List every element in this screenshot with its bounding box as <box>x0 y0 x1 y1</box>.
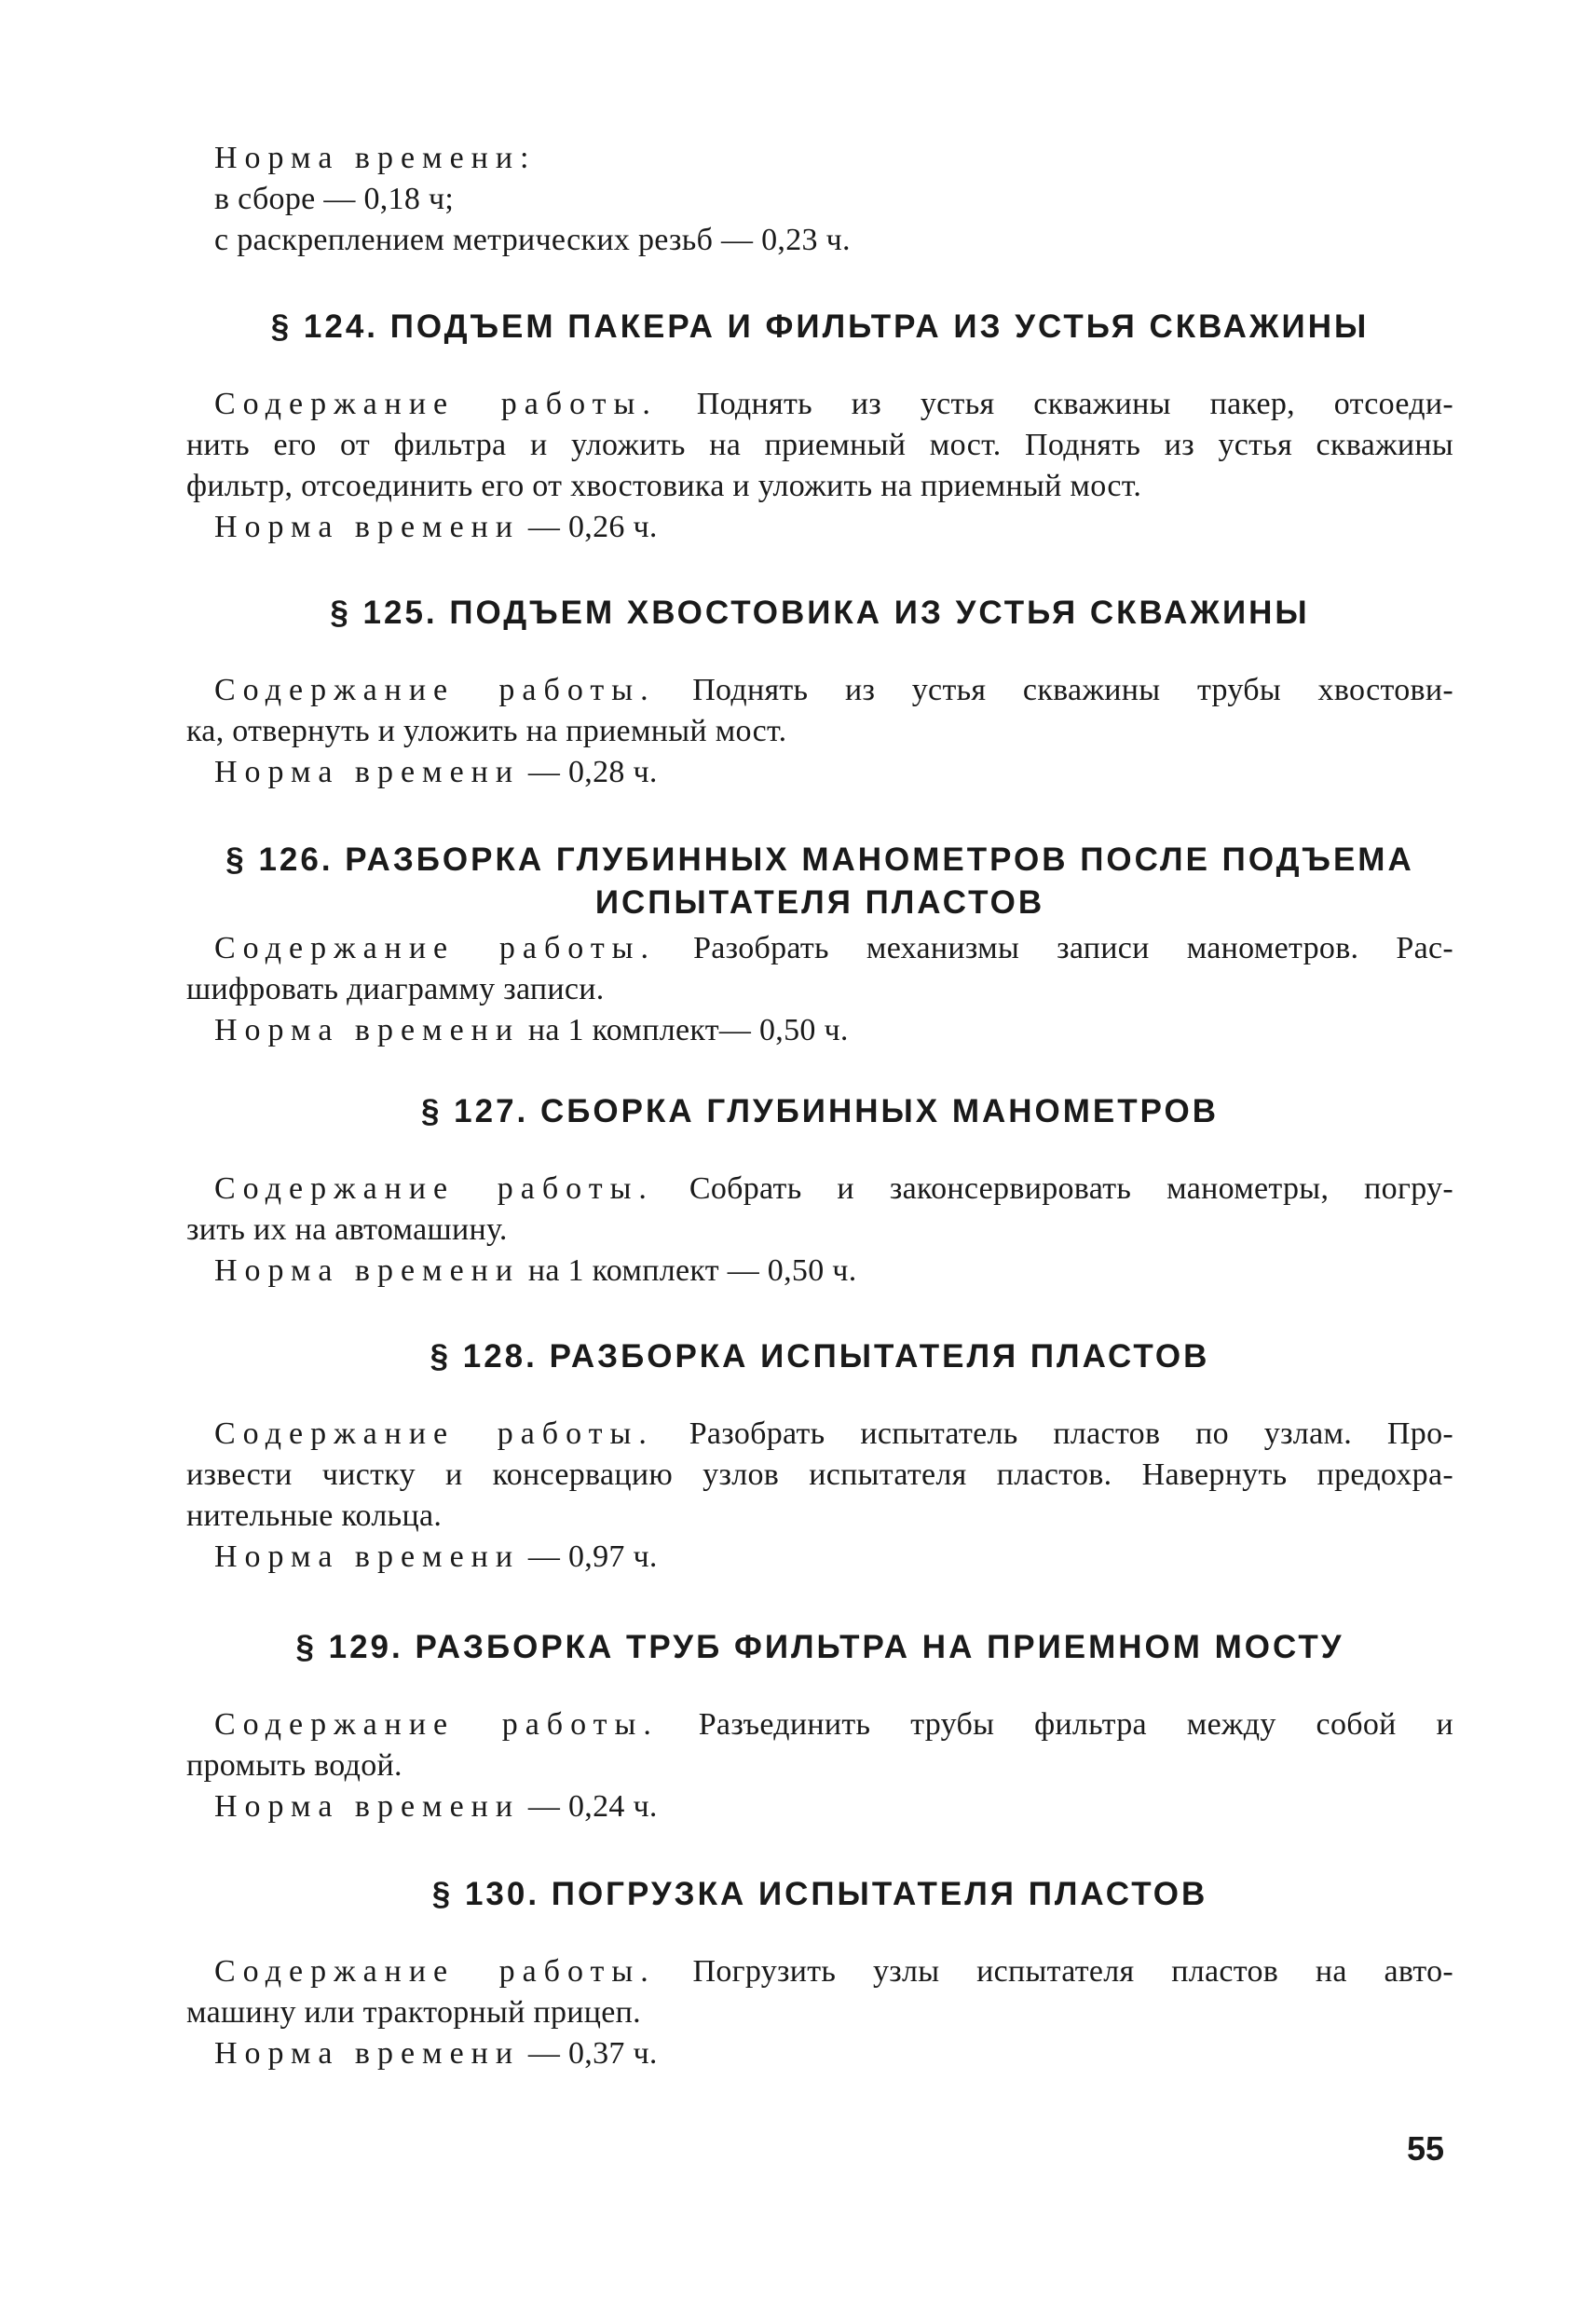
norm-value: — 0,26 ч. <box>527 510 658 544</box>
content-text: Поднять из устья скважины трубы хвостови- <box>692 673 1453 707</box>
norm-label: Норма времени <box>214 1253 521 1288</box>
norm-line <box>186 507 1453 548</box>
paragraph-line: зить их на автомашину. <box>186 1212 508 1247</box>
norm-value: — 0,28 ч. <box>527 755 658 789</box>
norm-value: — 0,97 ч. <box>527 1539 658 1574</box>
norm-line <box>186 1010 1453 1051</box>
norm-label: Норма времени <box>214 510 521 544</box>
section-heading: § 130. ПОГРУЗКА ИСПЫТАТЕЛЯ ПЛАСТОВ <box>431 1876 1208 1912</box>
section-heading: § 128. РАЗБОРКА ИСПЫТАТЕЛЯ ПЛАСТОВ <box>430 1338 1210 1375</box>
content-label: Содержание работы. <box>214 1171 654 1206</box>
paragraph-line: нительные кольца. <box>186 1498 443 1533</box>
paragraph-line <box>186 670 1453 711</box>
paragraph-line: фильтр, отсоединить его от хвостовика и уложить на приемный мост. <box>186 469 1142 503</box>
norm-label: Норма времени <box>214 2036 521 2071</box>
content-label: Содержание работы. <box>214 1416 654 1451</box>
paragraph-line: нить его от фильтра и уложить на приемный мост. Поднять из устья скважины <box>186 428 1453 462</box>
intro-line: в сборе — 0,18 ч; <box>214 182 455 216</box>
paragraph-line <box>186 1414 1453 1455</box>
section-129 <box>186 1626 1453 1827</box>
paragraph-line: промыть водой. <box>186 1748 402 1783</box>
norm-line <box>186 1251 1453 1292</box>
norm-value: на 1 комплект— 0,50 ч. <box>527 1013 849 1047</box>
norm-value: — 0,37 ч. <box>527 2036 658 2071</box>
content-text: Разъединить трубы фильтра между собой и <box>698 1707 1453 1742</box>
section-126 <box>186 839 1453 1051</box>
content-label: Содержание работы. <box>214 1707 659 1742</box>
section-heading: § 125. ПОДЪЕМ ХВОСТОВИКА ИЗ УСТЬЯ СКВАЖИНЫ <box>330 595 1310 631</box>
intro-block <box>186 138 1453 261</box>
section-heading: § 124. ПОДЪЕМ ПАКЕРА И ФИЛЬТРА ИЗ УСТЬЯ СКВАЖИНЫ <box>270 308 1370 345</box>
intro-norm-label: Норма времени: <box>214 141 537 175</box>
content-text: Разобрать испытатель пластов по узлам. Про- <box>689 1416 1453 1451</box>
paragraph-line <box>186 1704 1453 1745</box>
section-heading-line2: ИСПЫТАТЕЛЯ ПЛАСТОВ <box>594 884 1045 921</box>
content-text: Погрузить узлы испытателя пластов на авто- <box>692 1954 1453 1989</box>
section-127 <box>186 1090 1453 1292</box>
paragraph-line <box>186 1169 1453 1210</box>
norm-line <box>186 1786 1453 1827</box>
section-heading: § 127. СБОРКА ГЛУБИННЫХ МАНОМЕТРОВ <box>420 1093 1220 1129</box>
section-heading: § 129. РАЗБОРКА ТРУБ ФИЛЬТРА НА ПРИЕМНОМ МОСТУ <box>295 1629 1344 1665</box>
content-text: Поднять из устья скважины пакер, отсоеди- <box>696 387 1453 421</box>
paragraph-line <box>186 1951 1453 1992</box>
norm-label: Норма времени <box>214 1013 521 1047</box>
norm-line <box>186 2033 1453 2074</box>
norm-value: на 1 комплект — 0,50 ч. <box>527 1253 857 1288</box>
page-number: 55 <box>1407 2129 1445 2168</box>
content-text: Разобрать механизмы записи манометров. Рас- <box>693 931 1453 965</box>
norm-line <box>186 1537 1453 1578</box>
paragraph-line: извести чистку и консервацию узлов испытателя пластов. Навернуть предохра- <box>186 1457 1453 1492</box>
content-label: Содержание работы. <box>214 1954 656 1989</box>
paragraph-line <box>186 928 1453 969</box>
content-text: Собрать и законсервировать манометры, погру- <box>689 1171 1453 1206</box>
norm-label: Норма времени <box>214 1789 521 1824</box>
norm-value: — 0,24 ч. <box>527 1789 658 1824</box>
section-130 <box>186 1873 1453 2074</box>
norm-line <box>186 752 1453 793</box>
section-heading: § 126. РАЗБОРКА ГЛУБИННЫХ МАНОМЕТРОВ ПОСЛЕ ПОДЪЕМА <box>225 841 1414 878</box>
section-125 <box>186 592 1453 793</box>
norm-label: Норма времени <box>214 1539 521 1574</box>
content-label: Содержание работы. <box>214 673 656 707</box>
norm-label: Норма времени <box>214 755 521 789</box>
paragraph-line: машину или тракторный прицеп. <box>186 1995 641 2030</box>
paragraph-line: шифровать диаграмму записи. <box>186 972 605 1006</box>
section-124 <box>186 306 1453 548</box>
intro-line: с раскреплением метрических резьб — 0,23 ч. <box>214 223 851 257</box>
content-label: Содержание работы. <box>214 387 658 421</box>
paragraph-line <box>186 384 1453 425</box>
paragraph-line: ка, отвернуть и уложить на приемный мост. <box>186 714 787 748</box>
content-label: Содержание работы. <box>214 931 657 965</box>
section-128 <box>186 1335 1453 1578</box>
